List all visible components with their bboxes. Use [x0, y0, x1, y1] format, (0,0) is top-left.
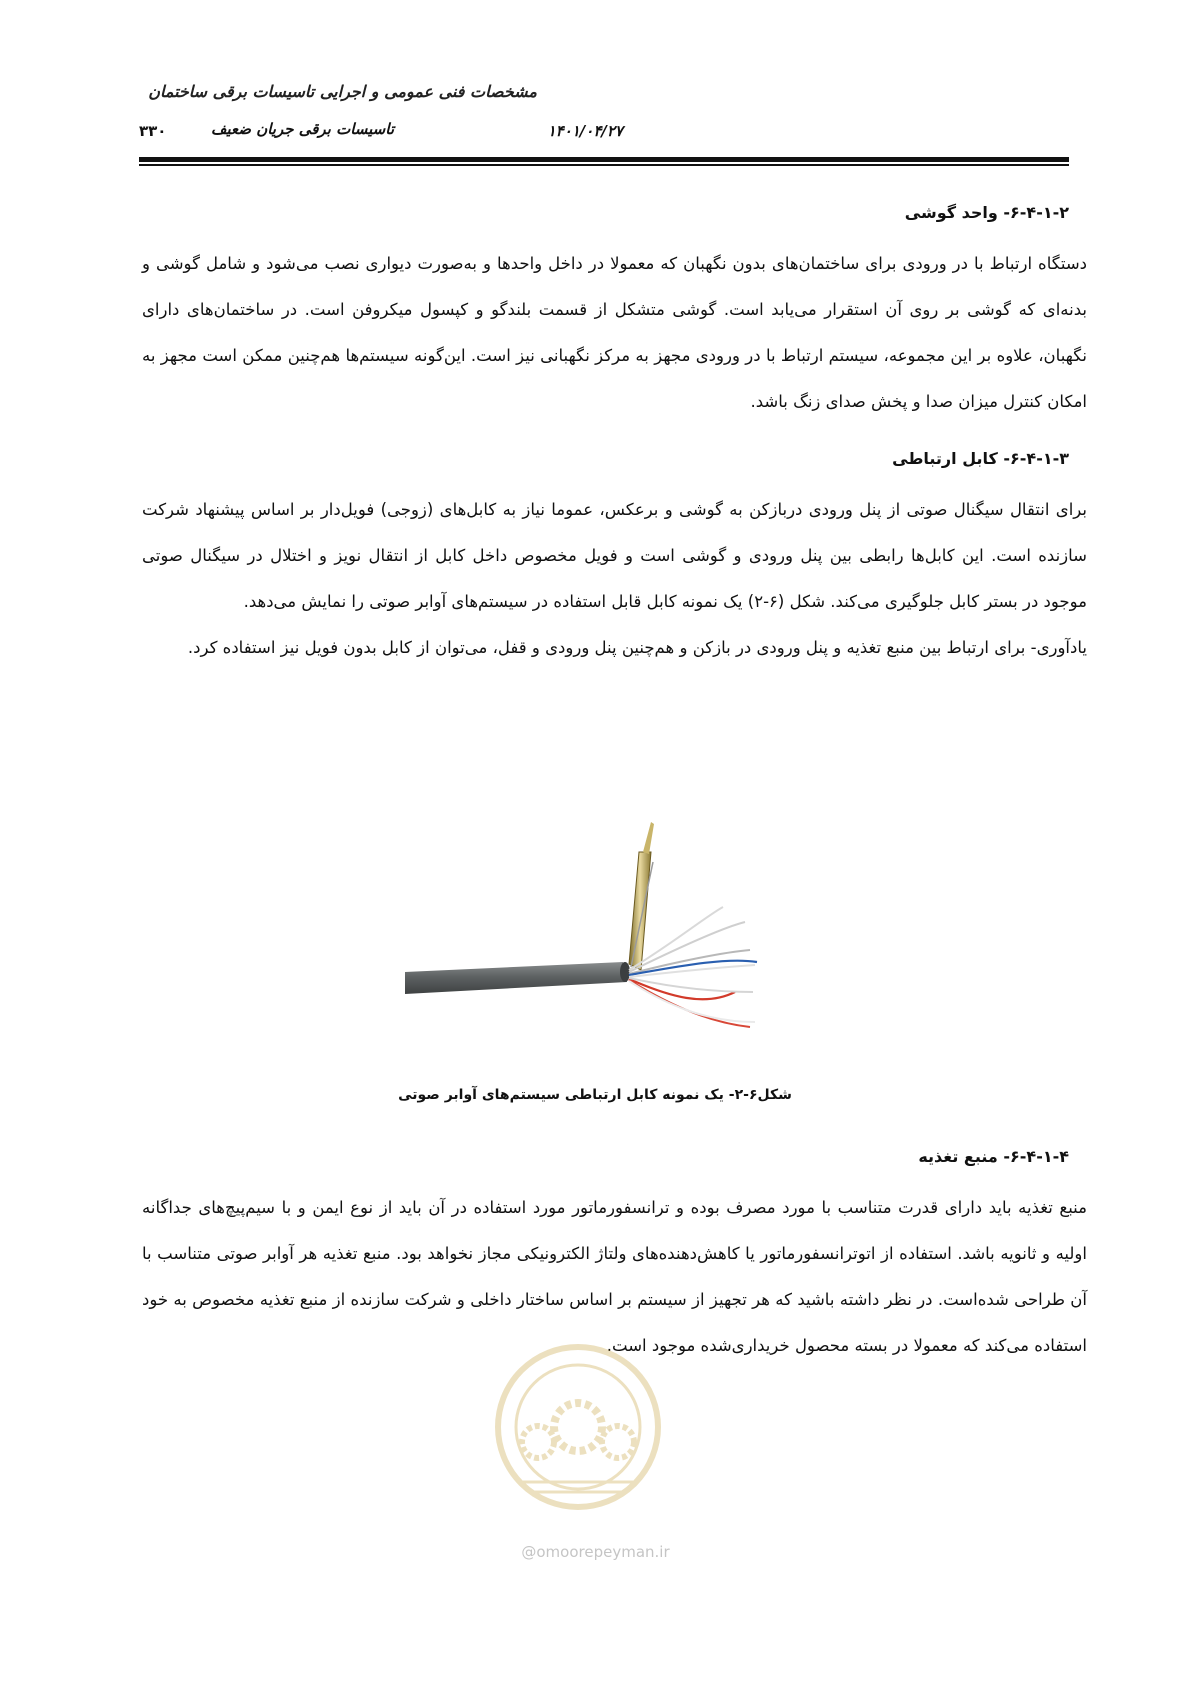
watermark-url: @omoorepeyman.ir	[521, 1543, 670, 1561]
figure-caption: شکل۶-۲- یک نمونه کابل ارتباطی سیستم‌های آوابر صوتی	[398, 1087, 792, 1103]
shielded-cable-icon	[405, 822, 815, 1052]
watermark-seal	[478, 1332, 678, 1512]
running-header-subtitle: تاسیسات برقی جریان ضعیف	[210, 120, 394, 138]
section-power-supply	[142, 1147, 1087, 1166]
section-heading: ۶-۴-۱-۲- واحد گوشی	[904, 203, 1069, 222]
section-cable-body	[142, 487, 1087, 671]
paragraph: منبع تغذیه باید دارای قدرت متناسب با مورد مصرف بوده و ترانسفورماتور مورد استفاده در آن باید از نوع ایمن و با سیم‌پیچ‌های جداگانه اولیه و ثانویه باشد. استفاده از اتوترانسفورماتور یا کاهش‌دهنده‌های ولتاژ الکترونیکی مجاز نخواهد بود. منبع تغذیه هر آوابر صوتی متناسب با آن طراحی شده‌است. در نظر داشته باشید که هر تجهیز از سیستم بر اساس ساختار داخلی و شرکت سازنده از منبع تغذیه مخصوص به خود استفاده می‌کند که معمولا در بسته محصول خریداری‌شده موجود است.	[142, 1198, 1087, 1355]
header-rule-thin	[139, 164, 1069, 166]
section-heading: ۶-۴-۱-۳- کابل ارتباطی	[892, 449, 1069, 468]
paragraph: دستگاه ارتباط با در ورودی برای ساختمان‌های بدون نگهبان که معمولا در داخل واحدها و به‌صورت دیواری نصب می‌شود و شامل گوشی و بدنه‌ای که گوشی بر روی آن استقرار می‌یابد است. گوشی متشکل از قسمت بلندگو و کپسول میکروفن است. در ساختمان‌های دارای نگهبان، علاوه بر این مجموعه، سیستم ارتباط با در ورودی مجهز به مرکز نگهبانی نیز است. این‌گونه سیستم‌ها هم‌چنین ممکن است مجهز به امکان کنترل میزان صدا و پخش صدای زنگ باشد.	[142, 254, 1087, 411]
section-handset	[142, 203, 1087, 222]
running-header-title: مشخصات فنی عمومی و اجرایی تاسیسات برقی ساختمان	[148, 82, 537, 101]
section-heading: ۶-۴-۱-۴- منبع تغذیه	[918, 1147, 1069, 1166]
header-date: ۱۴۰۱/۰۴/۲۷	[547, 122, 623, 140]
paragraph: برای انتقال سیگنال صوتی از پنل ورودی دربازکن به گوشی و برعکس، عموما نیاز به کابل‌های (زوجی) فویل‌دار بر اساس پیشنهاد شرکت سازنده است. این کابل‌ها رابطی بین پنل ورودی و گوشی است و فویل مخصوص داخل کابل از انتقال نویز و اختلال در سیگنال صوتی موجود در بستر کابل جلوگیری می‌کند. شکل (۶-۲) یک نمونه کابل قابل استفاده در سیستم‌های آوابر صوتی را نمایش می‌دهد.	[142, 500, 1087, 611]
section-cable	[142, 449, 1087, 468]
page-number: ۳۳۰	[139, 122, 167, 140]
note-paragraph: یادآوری- برای ارتباط بین منبع تغذیه و پنل ورودی در بازکن و هم‌چنین پنل ورودی و قفل، می‌توان از کابل بدون فویل نیز استفاده کرد.	[187, 638, 1087, 657]
running-header-row	[139, 118, 1069, 148]
section-handset-body	[142, 241, 1087, 425]
seal-logo-icon	[478, 1332, 678, 1512]
cable-photo	[405, 822, 815, 1052]
header-rule-thick	[139, 157, 1069, 162]
